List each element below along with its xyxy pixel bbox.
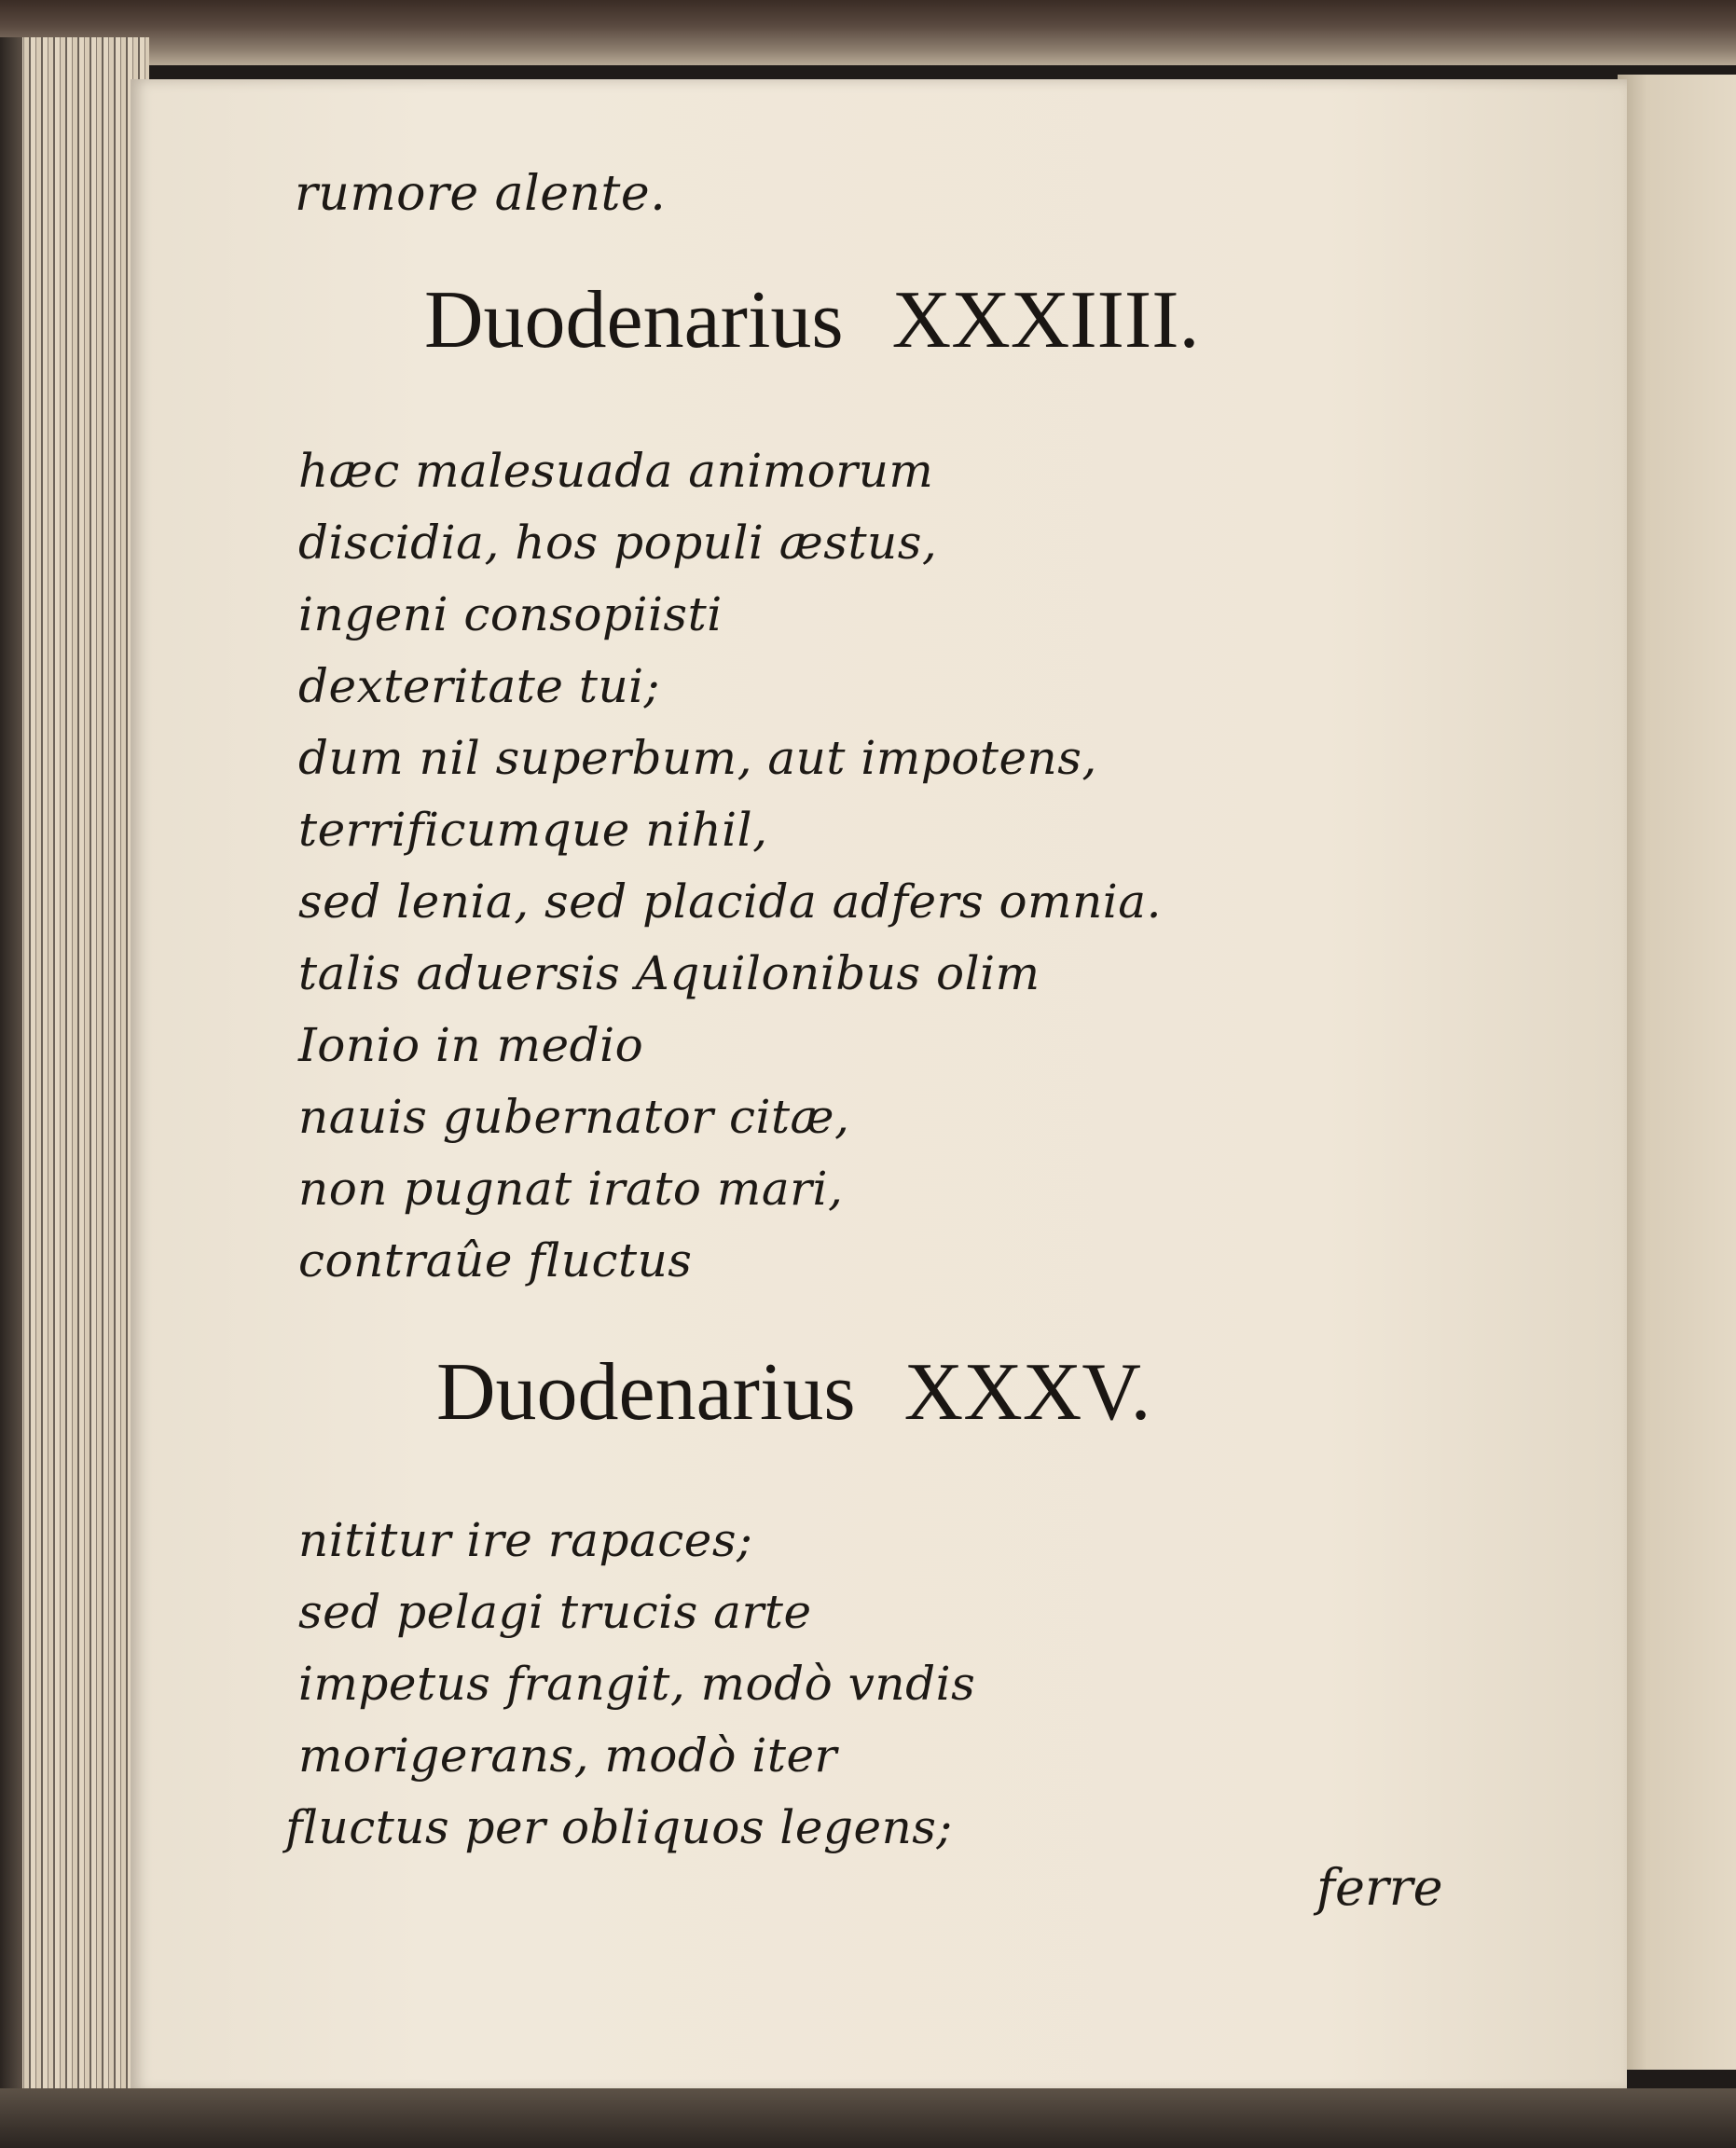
verse-line: talis aduersis Aquilonibus olim bbox=[298, 946, 1040, 1000]
verse-line: contraûe fluctus bbox=[298, 1233, 693, 1287]
verse-line: terrificumque nihil, bbox=[298, 803, 768, 857]
verse-line: discidia, hos populi æstus, bbox=[298, 516, 938, 570]
verse-line: dexteritate tui; bbox=[298, 659, 660, 713]
verse-line: non pugnat irato mari, bbox=[298, 1162, 844, 1216]
verse-line: Ionio in medio bbox=[298, 1018, 644, 1072]
catchword: ferre bbox=[1316, 1858, 1443, 1917]
top-line: rumore alente. bbox=[295, 166, 667, 222]
verse-line: sed pelagi trucis arte bbox=[298, 1585, 812, 1639]
verse-line: ingeni consopiisti bbox=[298, 587, 723, 641]
verse-line: impetus frangit, modò vndis bbox=[298, 1657, 976, 1711]
section-heading-1: Duodenarius XXXIIII. bbox=[424, 275, 1200, 365]
section-heading-2: Duodenarius XXXV. bbox=[436, 1347, 1151, 1438]
verse-line: hæc malesuada animorum bbox=[298, 444, 934, 498]
verse-line: morigerans, modò iter bbox=[298, 1728, 837, 1783]
verse-line: dum nil superbum, aut impotens, bbox=[298, 731, 1097, 785]
verse-line: sed lenia, sed placida adfers omnia. bbox=[298, 874, 1162, 929]
verse-line: fluctus per obliquos legens; bbox=[285, 1800, 953, 1854]
verse-line: nititur ire rapaces; bbox=[298, 1513, 753, 1567]
verse-line: nauis gubernator citæ, bbox=[298, 1090, 850, 1144]
